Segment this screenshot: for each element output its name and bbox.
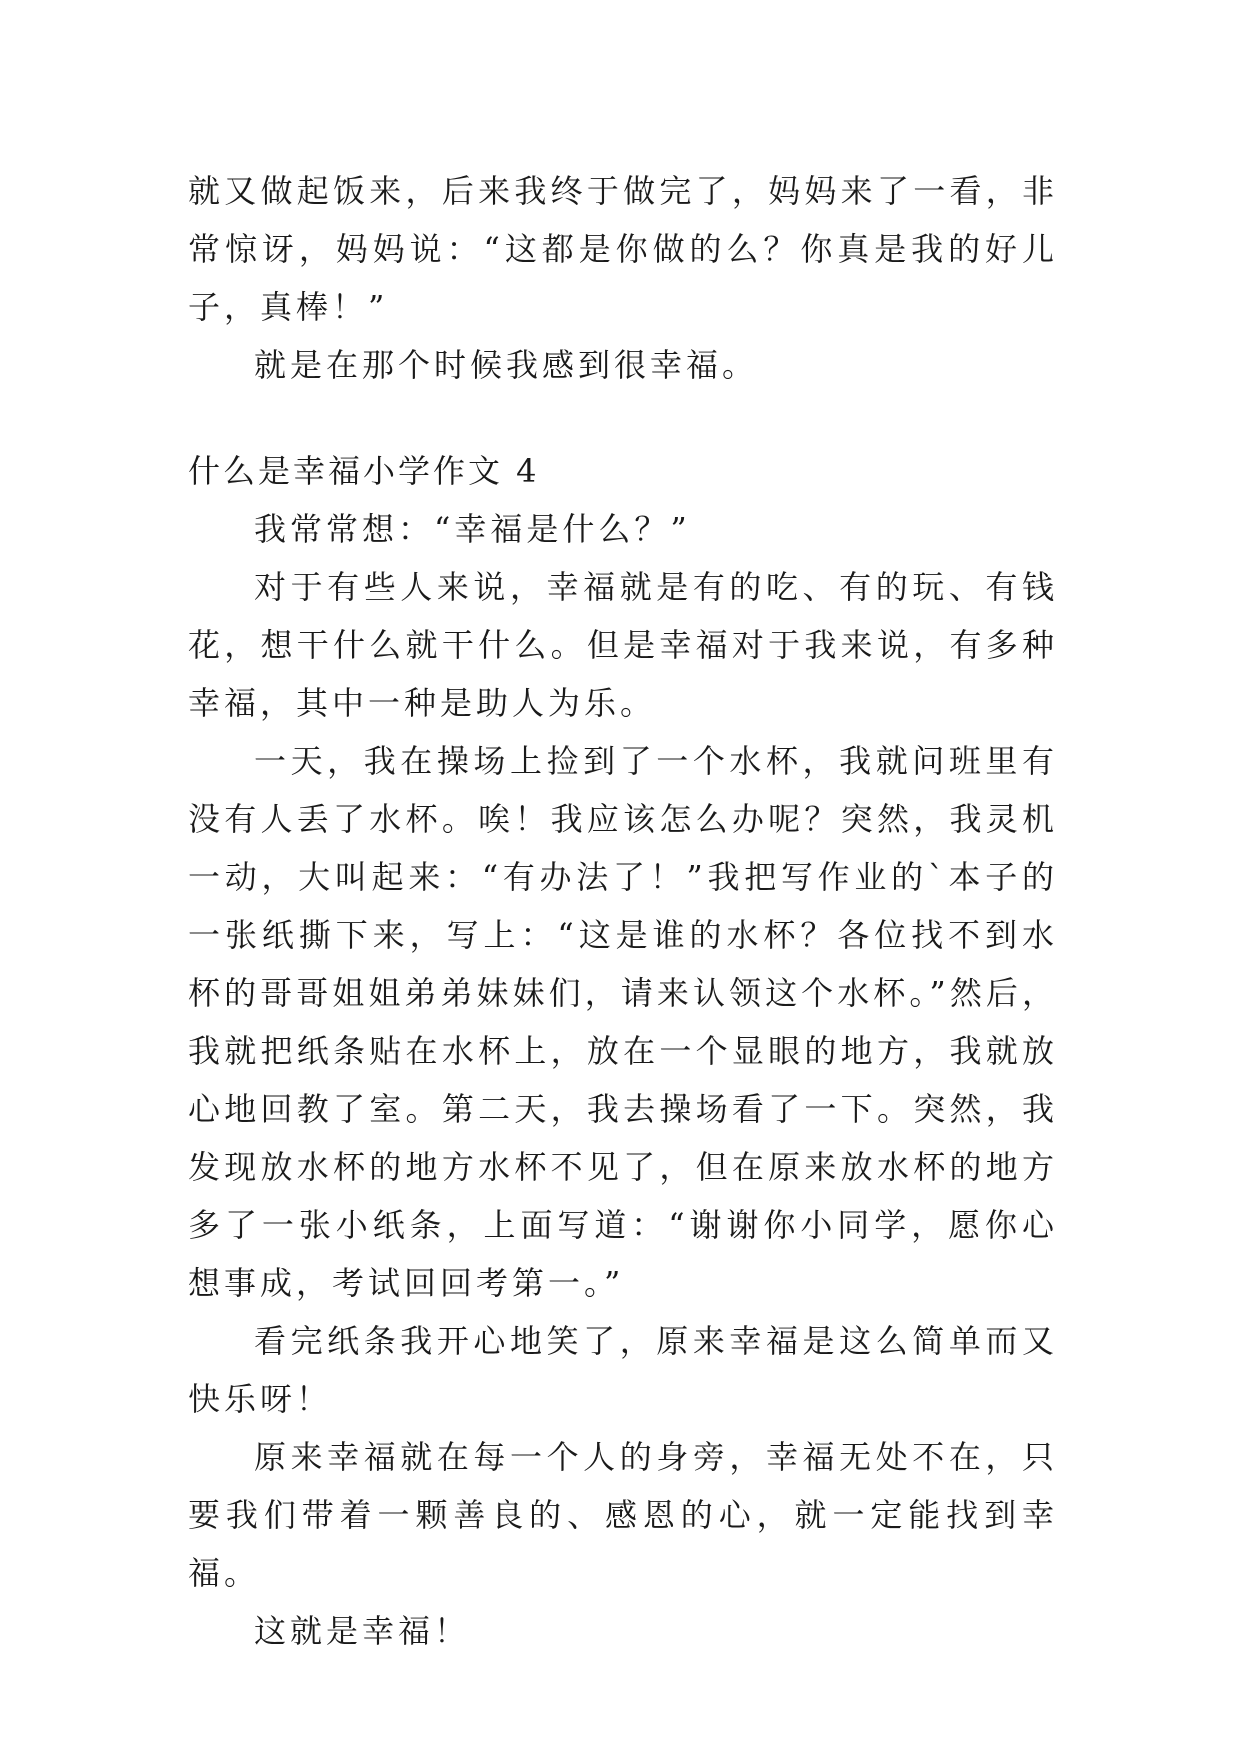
section-heading: 什么是幸福小学作文 4 xyxy=(188,452,540,490)
paragraph: 这就是幸福！ xyxy=(254,1612,471,1650)
paragraph: 对于有些人来说，幸福就是有的吃、有的玩、有钱花，想干什么就干什么。但是幸福对于我来说，有多种幸福，其中一种是助人为乐。 xyxy=(188,568,1058,722)
paragraph: 原来幸福就在每一个人的身旁，幸福无处不在，只要我们带着一颗善良的、感恩的心，就一定能找到幸福。 xyxy=(188,1438,1058,1592)
paragraph: 一天，我在操场上捡到了一个水杯，我就问班里有没有人丢了水杯。唉！我应该怎么办呢？突然，我灵机一动，大叫起来：“有办法了！”我把写作业的`本子的一张纸撕下来，写上：“这是谁的水杯？各位找不到水杯的哥哥姐姐弟弟妹妹们，请来认领这个水杯。”然后，我就把纸条贴在水杯上，放在一个显眼的地方，我就放心地回教了室。第二天，我去操场看了一下。突然，我发现放水杯的地方水杯不见了，但在原来放水杯的地方多了一张小纸条，上面写道：“谢谢你小同学，愿你心想事成，考试回回考第一。” xyxy=(188,742,1058,1302)
paragraph: 就是在那个时候我感到很幸福。 xyxy=(254,346,759,384)
paragraph: 我常常想：“幸福是什么？” xyxy=(254,510,691,548)
paragraph-continued: 就又做起饭来，后来我终于做完了，妈妈来了一看，非常惊讶，妈妈说：“这都是你做的么？你真是我的好儿子，真棒！” xyxy=(188,172,1058,326)
document-body xyxy=(188,162,1058,1660)
paragraph: 看完纸条我开心地笑了，原来幸福是这么简单而又快乐呀！ xyxy=(188,1322,1058,1418)
